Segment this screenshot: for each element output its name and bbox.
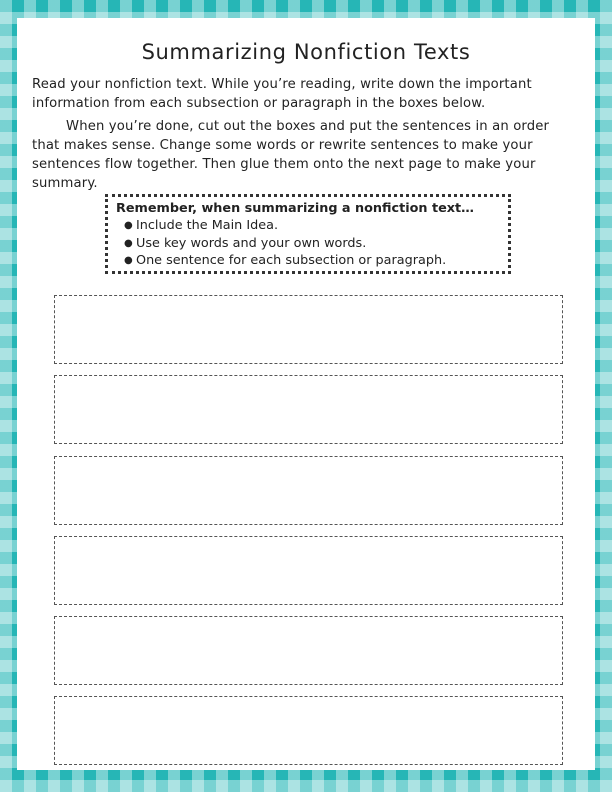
reminder-item-key-words [124,235,500,253]
worksheet-title: Summarizing Nonfiction Texts [141,40,471,64]
writing-box-5[interactable] [54,616,563,685]
reminder-item-label: Use key words and your own words. [136,235,367,251]
reminder-box [105,194,511,274]
writing-box-1[interactable] [54,295,563,364]
writing-box-3[interactable] [54,456,563,525]
writing-box-4[interactable] [54,536,563,605]
bullet-icon: ● [124,255,133,266]
reminder-heading: Remember, when summarizing a nonfiction text… [116,201,474,216]
writing-box-2[interactable] [54,375,563,444]
instructions-paragraph: When you’re done, cut out the boxes and put the sentences in an order that makes sense. Change some words or rewrite sentences to make your sentences flow together. Then glue them onto the next page to make your summary. [32,119,550,191]
reminder-item-one-sentence [124,252,500,270]
reminder-item-label: Include the Main Idea. [136,218,279,233]
intro-paragraph: Read your nonfiction text. While you’re reading, write down the important information from each subsection or paragraph in the boxes below. [32,77,532,111]
writing-box-6[interactable] [54,696,563,765]
reminder-list [116,217,500,270]
reminder-item-label: One sentence for each subsection or paragraph. [136,253,447,268]
bullet-icon: ● [124,220,133,231]
bullet-icon: ● [124,237,133,249]
worksheet-page [17,18,595,770]
reminder-item-main-idea [124,217,500,235]
